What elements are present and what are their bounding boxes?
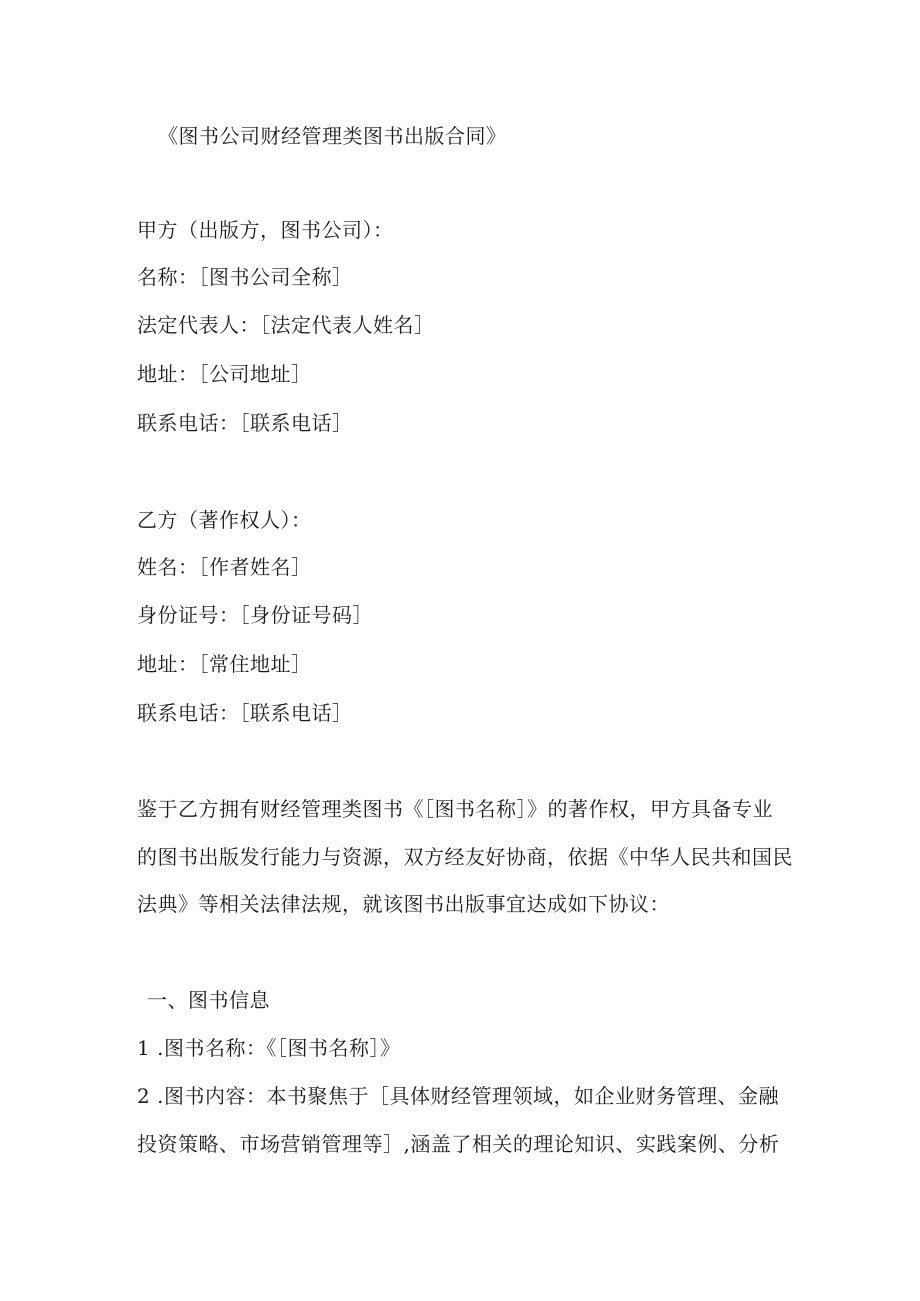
party-a-phone: 联系电话：［联系电话］ bbox=[137, 411, 353, 435]
party-a-heading: 甲方（出版方，图书公司）： bbox=[137, 218, 394, 242]
party-a-address: 地址：［公司地址］ bbox=[137, 362, 312, 386]
section-heading: 一、图书信息 bbox=[147, 988, 270, 1012]
preamble-line: 的图书出版发行能力与资源，双方经友好协商，依据《中华人民共和国民 bbox=[137, 845, 793, 869]
party-b-heading: 乙方（著作权人）： bbox=[137, 508, 312, 532]
party-a-legal-rep: 法定代表人：［法定代表人姓名］ bbox=[137, 313, 435, 337]
party-a-name: 名称：［图书公司全称］ bbox=[137, 265, 353, 289]
party-b-address: 地址：［常住地址］ bbox=[137, 652, 312, 676]
document-title: 《图书公司财经管理类图书出版合同》 bbox=[158, 124, 507, 148]
book-content-item: 投资策略、市场营销管理等］,涵盖了相关的理论知识、实践案例、分析 bbox=[137, 1132, 780, 1156]
book-content-item: 2 .图书内容：本书聚焦于［具体财经管理领域，如企业财务管理、金融 bbox=[137, 1084, 779, 1108]
preamble-line: 法典》等相关法律法规，就该图书出版事宜达成如下协议： bbox=[137, 892, 670, 916]
party-b-id-number: 身份证号：［身份证号码］ bbox=[137, 603, 373, 627]
preamble-line: 鉴于乙方拥有财经管理类图书《［图书名称］》的著作权，甲方具备专业 bbox=[137, 797, 773, 821]
book-name-item: 1 .图书名称：《［图书名称］》 bbox=[137, 1036, 401, 1060]
party-b-name: 姓名：［作者姓名］ bbox=[137, 555, 312, 579]
party-b-phone: 联系电话：［联系电话］ bbox=[137, 701, 353, 725]
